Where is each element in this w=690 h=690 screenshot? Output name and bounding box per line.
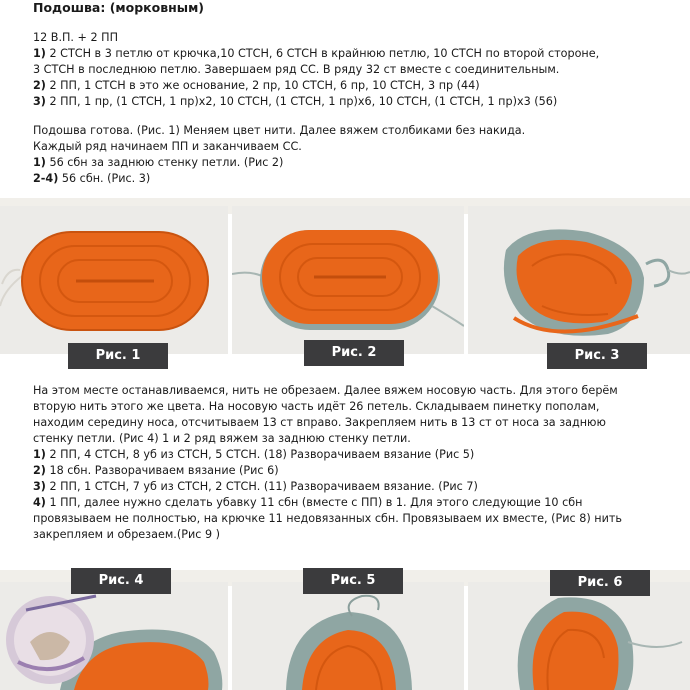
page-title: Подошва: (морковным) xyxy=(33,0,205,15)
text-line: закрепляем и обрезаем.(Рис 9 ) xyxy=(33,528,220,541)
row-text: 1 ПП, далее нужно сделать убавку 11 сбн (вместе с ПП) в 1. Для этого следующие 10 сбн xyxy=(45,496,583,509)
row-number: 3) xyxy=(33,480,46,493)
text-line xyxy=(33,479,478,495)
photo-fig5 xyxy=(232,582,464,690)
figure-label-2: Рис. 2 xyxy=(304,340,404,366)
text-line xyxy=(33,155,283,171)
text-line: 12 В.П. + 2 ПП xyxy=(33,31,118,44)
row-text: 56 сбн за заднюю стенку петли. (Рис 2) xyxy=(45,156,284,169)
text-line: 3 СТСН в последнюю петлю. Завершаем ряд СС. В ряду 32 ст вместе с соединительным. xyxy=(33,63,560,76)
figure-label-5: Рис. 5 xyxy=(303,568,403,594)
text-line: Подошва готова. (Рис. 1) Меняем цвет нити. Далее вяжем столбиками без накида. xyxy=(33,124,526,137)
text-line xyxy=(33,463,279,479)
row-number: 1) xyxy=(33,448,46,461)
row-number: 2-4) xyxy=(33,172,59,185)
text-line: стенку петли. (Рис 4) 1 и 2 ряд вяжем за заднюю стенку петли. xyxy=(33,432,411,445)
row-text: 2 ПП, 4 СТСН, 8 уб из СТСН, 5 СТСН. (18) Разворачиваем вязание (Рис 5) xyxy=(45,448,475,461)
photo-fig1 xyxy=(0,206,228,354)
figure-label-3: Рис. 3 xyxy=(547,343,647,369)
text-line xyxy=(33,447,474,463)
row-text: 18 сбн. Разворачиваем вязание (Рис 6) xyxy=(45,464,279,477)
row-text: 2 СТСН в 3 петлю от крючка,10 СТСН, 6 СТСН в крайнюю петлю, 10 СТСН по второй стороне, xyxy=(45,47,600,60)
row-number: 1) xyxy=(33,156,46,169)
row-text: 56 сбн. (Рис. 3) xyxy=(58,172,151,185)
text-line xyxy=(33,171,150,187)
row-number: 2) xyxy=(33,464,46,477)
row-number: 2) xyxy=(33,79,46,92)
row-number: 4) xyxy=(33,496,46,509)
photo-fig3 xyxy=(468,206,690,354)
photo-fig6 xyxy=(468,582,690,690)
text-line: провязываем не полностью, на крючке 11 недовязанных сбн. Провязываем их вместе, (Рис 8) нить xyxy=(33,512,622,525)
figure-label-4: Рис. 4 xyxy=(71,568,171,594)
text-line xyxy=(33,46,599,62)
text-line: На этом месте останавливаемся, нить не обрезаем. Далее вяжем носовую часть. Для этого берём xyxy=(33,384,618,397)
row-number: 1) xyxy=(33,47,46,60)
row-text: 2 ПП, 1 СТСН, 7 уб из СТСН, 2 СТСН. (11) Разворачиваем вязание. (Рис 7) xyxy=(45,480,478,493)
photo-fig4 xyxy=(0,582,228,690)
text-line: Каждый ряд начинаем ПП и заканчиваем СС. xyxy=(33,140,302,153)
text-line xyxy=(33,495,582,511)
row-text: 2 ПП, 1 СТСН в это же основание, 2 пр, 10 СТСН, 6 пр, 10 СТСН, 3 пр (44) xyxy=(45,79,480,92)
figure-label-1: Рис. 1 xyxy=(68,343,168,369)
row-number: 3) xyxy=(33,95,46,108)
figure-label-6: Рис. 6 xyxy=(550,570,650,596)
text-line xyxy=(33,78,480,94)
text-line xyxy=(33,94,557,110)
text-line: вторую нить этого же цвета. На носовую часть идёт 26 петель. Складываем пинетку пополам, xyxy=(33,400,600,413)
text-line: находим середину носа, отсчитываем 13 ст вправо. Закрепляем нить в 13 ст от носа за заднюю xyxy=(33,416,606,429)
photo-fig2 xyxy=(232,206,464,354)
row-text: 2 ПП, 1 пр, (1 СТСН, 1 пр)х2, 10 СТСН, (1 СТСН, 1 пр)х6, 10 СТСН, (1 СТСН, 1 пр)х3 (56) xyxy=(45,95,558,108)
